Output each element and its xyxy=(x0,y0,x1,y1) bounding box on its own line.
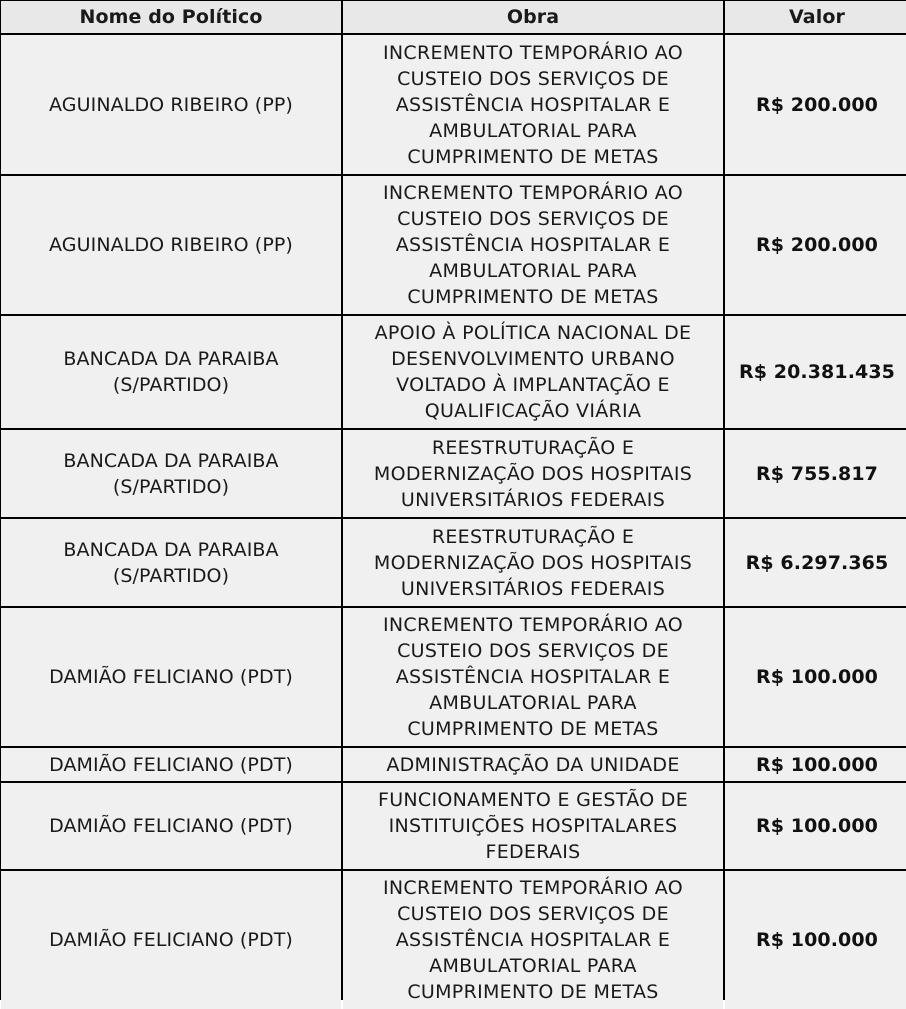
cell-politico: AGUINALDO RIBEIRO (PP) xyxy=(1,176,341,314)
cell-politico: BANCADA DA PARAIBA (S/PARTIDO) xyxy=(1,519,341,606)
cell-politico: BANCADA DA PARAIBA (S/PARTIDO) xyxy=(1,430,341,517)
cell-politico: DAMIÃO FELICIANO (PDT) xyxy=(1,783,341,869)
cell-obra: INCREMENTO TEMPORÁRIO AO CUSTEIO DOS SERVIÇOS DE ASSISTÊNCIA HOSPITALAR E AMBULATORIAL PARA CUMPRIMENTO DE METAS xyxy=(343,871,723,1009)
table-grid xyxy=(1,1,906,1003)
cell-valor: R$ 200.000 xyxy=(725,35,906,174)
cell-obra: INCREMENTO TEMPORÁRIO AO CUSTEIO DOS SERVIÇOS DE ASSISTÊNCIA HOSPITALAR E AMBULATORIAL PARA CUMPRIMENTO DE METAS xyxy=(343,608,723,746)
cell-politico: DAMIÃO FELICIANO (PDT) xyxy=(1,871,341,1009)
header-obra: Obra xyxy=(343,1,723,33)
cell-valor: R$ 755.817 xyxy=(725,430,906,517)
cell-valor: R$ 100.000 xyxy=(725,748,906,781)
cell-valor: R$ 200.000 xyxy=(725,176,906,314)
cell-obra: INCREMENTO TEMPORÁRIO AO CUSTEIO DOS SERVIÇOS DE ASSISTÊNCIA HOSPITALAR E AMBULATORIAL PARA CUMPRIMENTO DE METAS xyxy=(343,176,723,314)
cell-obra: REESTRUTURAÇÃO E MODERNIZAÇÃO DOS HOSPITAIS UNIVERSITÁRIOS FEDERAIS xyxy=(343,519,723,606)
cell-politico: DAMIÃO FELICIANO (PDT) xyxy=(1,748,341,781)
cell-obra: REESTRUTURAÇÃO E MODERNIZAÇÃO DOS HOSPITAIS UNIVERSITÁRIOS FEDERAIS xyxy=(343,430,723,517)
cell-obra: ADMINISTRAÇÃO DA UNIDADE xyxy=(343,748,723,781)
cell-politico: DAMIÃO FELICIANO (PDT) xyxy=(1,608,341,746)
cell-valor: R$ 20.381.435 xyxy=(725,316,906,428)
cell-obra: INCREMENTO TEMPORÁRIO AO CUSTEIO DOS SERVIÇOS DE ASSISTÊNCIA HOSPITALAR E AMBULATORIAL PARA CUMPRIMENTO DE METAS xyxy=(343,35,723,174)
cell-politico: AGUINALDO RIBEIRO (PP) xyxy=(1,35,341,174)
header-valor: Valor xyxy=(725,1,906,33)
cell-valor: R$ 100.000 xyxy=(725,783,906,869)
cell-valor: R$ 100.000 xyxy=(725,608,906,746)
cell-valor: R$ 6.297.365 xyxy=(725,519,906,606)
cell-politico: BANCADA DA PARAIBA (S/PARTIDO) xyxy=(1,316,341,428)
header-politico: Nome do Político xyxy=(1,1,341,33)
cell-obra: FUNCIONAMENTO E GESTÃO DE INSTITUIÇÕES HOSPITALARES FEDERAIS xyxy=(343,783,723,869)
cell-obra: APOIO À POLÍTICA NACIONAL DE DESENVOLVIMENTO URBANO VOLTADO À IMPLANTAÇÃO E QUALIFICAÇÃO VIÁRIA xyxy=(343,316,723,428)
cell-valor: R$ 100.000 xyxy=(725,871,906,1009)
